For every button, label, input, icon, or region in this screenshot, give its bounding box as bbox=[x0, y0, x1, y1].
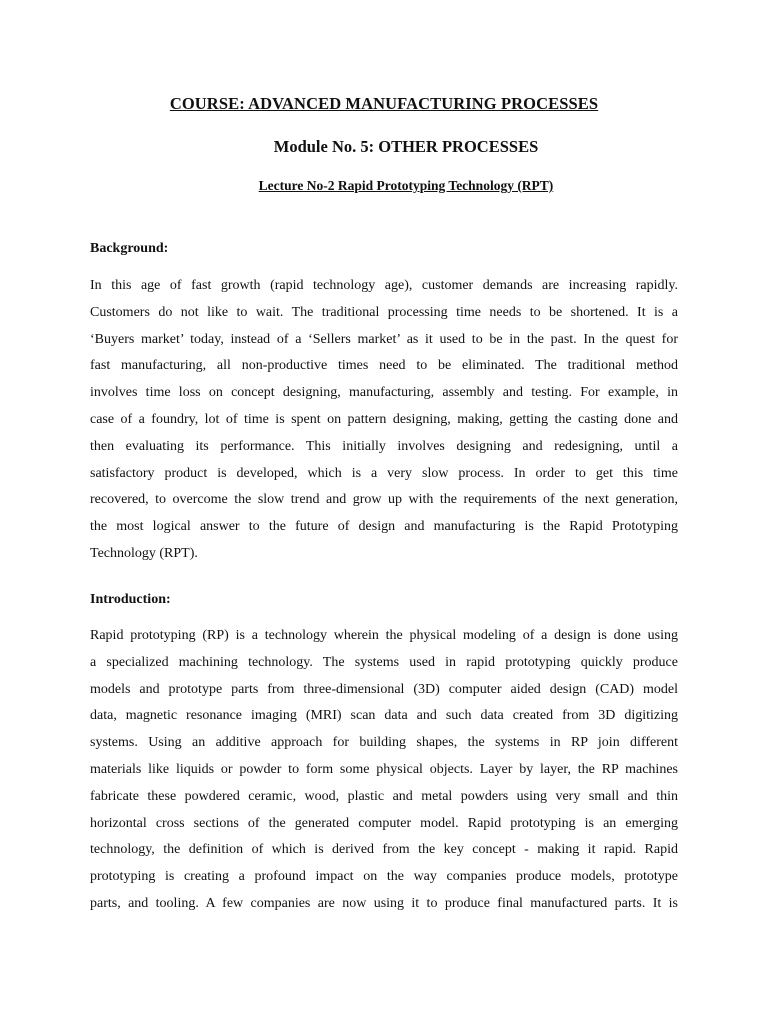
paragraph-line: horizontal cross sections of the generated computer model. Rapid prototyping is an emerging bbox=[90, 815, 678, 831]
paragraph-line: systems. Using an additive approach for building shapes, the systems in RP join different bbox=[90, 735, 678, 751]
paragraph-line: data, magnetic resonance imaging (MRI) scan data and such data created from 3D digitizing bbox=[90, 708, 678, 724]
paragraph-line: models and prototype parts from three-dimensional (3D) computer aided design (CAD) model bbox=[90, 681, 678, 697]
paragraph-line: Rapid prototyping (RP) is a technology wherein the physical modeling of a design is done using bbox=[90, 628, 678, 643]
paragraph-line: a specialized machining technology. The systems used in rapid prototyping quickly produce bbox=[90, 654, 678, 670]
background-heading: Background: bbox=[90, 241, 169, 256]
paragraph-line: technology, the definition of which is derived from the key concept - making it rapid. Rapid bbox=[90, 842, 678, 858]
paragraph-line: fast manufacturing, all non-productive times need to be eliminated. The traditional method bbox=[90, 358, 678, 374]
paragraph-line: recovered, to overcome the slow trend and grow up with the requirements of the next generation, bbox=[90, 492, 678, 508]
paragraph-line: then evaluating its performance. This initially involves designing and redesigning, until a bbox=[90, 438, 678, 454]
lecture-title: Lecture No-2 Rapid Prototyping Technology (RPT) bbox=[258, 178, 554, 193]
paragraph-line: materials like liquids or powder to form some physical objects. Layer by layer, the RP machines bbox=[90, 761, 678, 777]
course-title: COURSE: ADVANCED MANUFACTURING PROCESSES bbox=[169, 94, 599, 113]
paragraph-line: the most logical answer to the future of design and manufacturing is the Rapid Prototyping bbox=[90, 519, 678, 535]
paragraph-line: parts, and tooling. A few companies are now using it to produce final manufactured parts. It is bbox=[90, 895, 678, 911]
paragraph-line: Customers do not like to wait. The traditional processing time needs to be shortened. It is a bbox=[90, 304, 678, 320]
paragraph-line: ‘Buyers market’ today, instead of a ‘Sellers market’ as it used to be in the past. In the quest for bbox=[90, 331, 678, 347]
paragraph-line: fabricate these powdered ceramic, wood, plastic and metal powders using very small and thin bbox=[90, 788, 678, 804]
introduction-paragraph bbox=[90, 623, 678, 918]
paragraph-line: satisfactory product is developed, which is a very slow process. In order to get this time bbox=[90, 465, 678, 481]
background-paragraph bbox=[90, 273, 678, 568]
paragraph-line: involves time loss on concept designing, manufacturing, assembly and testing. For example, in bbox=[90, 385, 678, 401]
paragraph-line: Technology (RPT). bbox=[90, 545, 198, 561]
paragraph-line: prototyping is creating a profound impact on the way companies produce models, prototype bbox=[90, 869, 678, 885]
module-title: Module No. 5: OTHER PROCESSES bbox=[273, 137, 539, 156]
paragraph-line: case of a foundry, lot of time is spent on pattern designing, making, getting the casting done and bbox=[90, 411, 678, 427]
introduction-heading: Introduction: bbox=[90, 592, 171, 607]
paragraph-line: In this age of fast growth (rapid technology age), customer demands are increasing rapidly. bbox=[90, 278, 678, 293]
